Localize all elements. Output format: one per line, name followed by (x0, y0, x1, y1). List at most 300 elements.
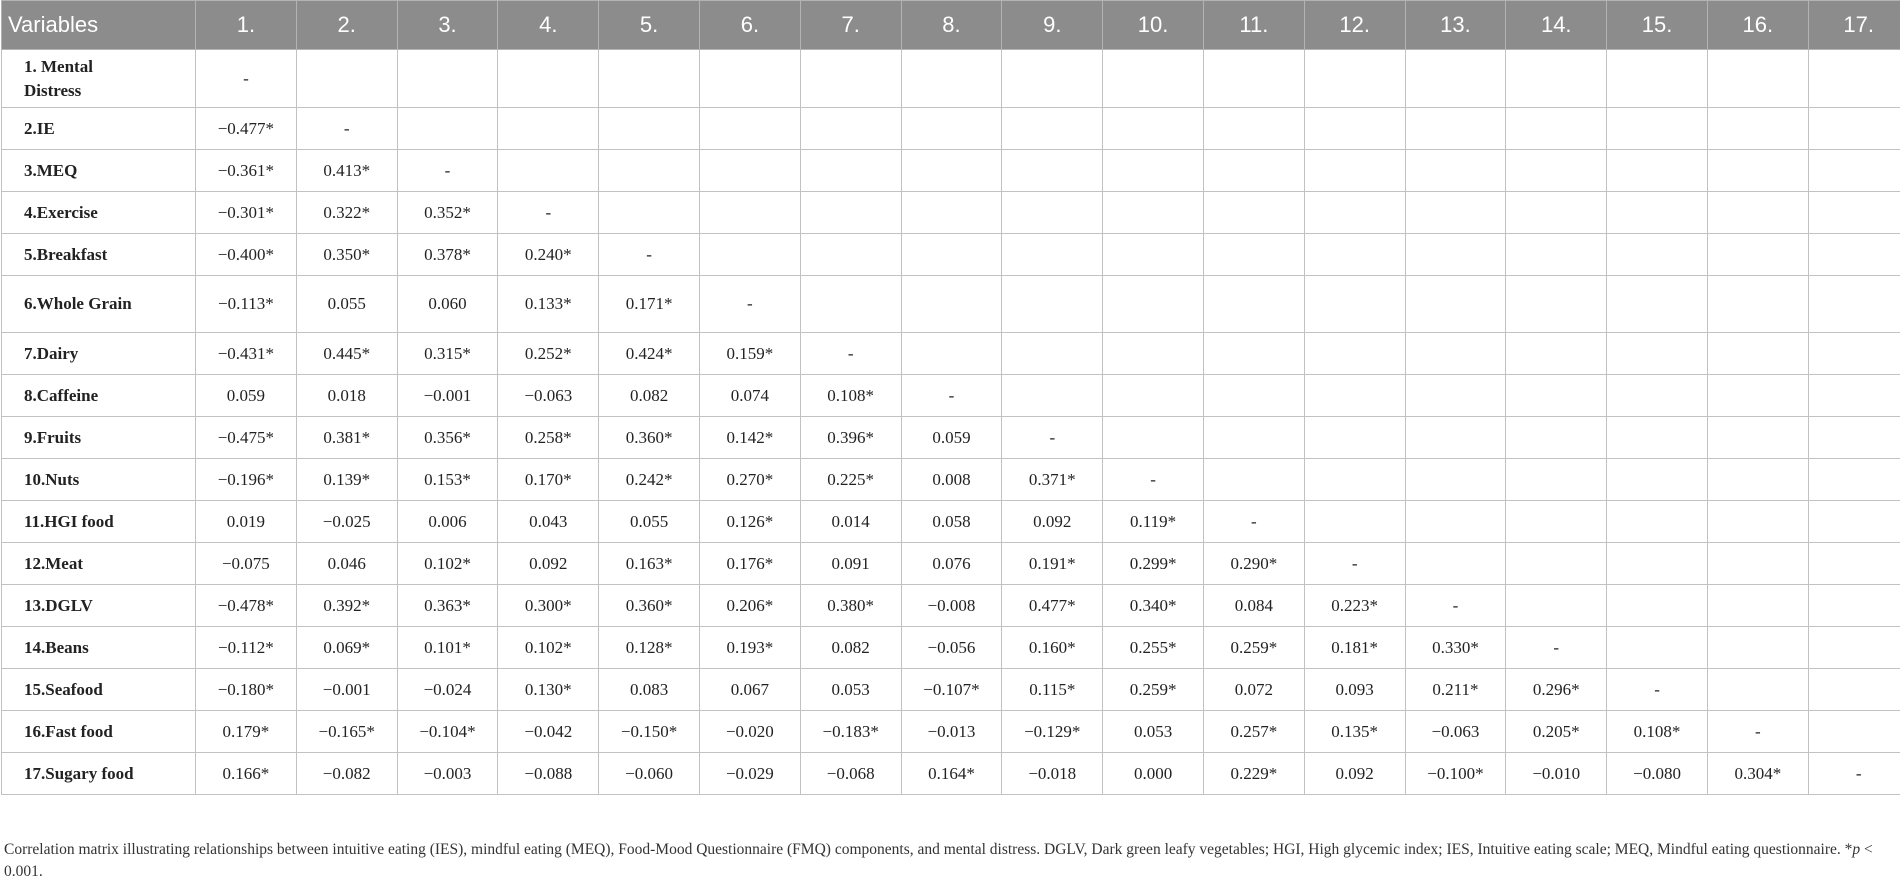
table-cell: 0.330* (1405, 627, 1506, 669)
table-cell (699, 234, 800, 276)
table-cell (800, 150, 901, 192)
table-cell: - (498, 192, 599, 234)
table-header-row (2, 1, 1900, 50)
table-cell (1808, 375, 1900, 417)
table-cell (901, 234, 1002, 276)
table-cell (1203, 234, 1304, 276)
table-row (2, 50, 1900, 108)
footnote-text: Correlation matrix illustrating relationships between intuitive eating (IES), mindful eating (MEQ), Food-Mood Questionnaire (FMQ) components, and mental distress. DGLV, Dark green leafy vegetables; HGI, High glycemic index; IES, Intuitive eating scale; MEQ, Mindful eating questionnaire. (4, 841, 1845, 858)
table-cell (1607, 417, 1708, 459)
table-cell: 0.240* (498, 234, 599, 276)
table-cell: 0.322* (296, 192, 397, 234)
table-cell (296, 50, 397, 108)
table-cell: 0.102* (397, 543, 498, 585)
table-cell (1707, 417, 1808, 459)
table-cell (1203, 192, 1304, 234)
footnote-sig-marker: * (1844, 841, 1853, 858)
table-cell (1506, 459, 1607, 501)
row-label: 15.Seafood (2, 669, 196, 711)
table-cell: −0.001 (397, 375, 498, 417)
table-cell: 0.153* (397, 459, 498, 501)
column-header-8: 8. (901, 1, 1002, 50)
table-cell: −0.107* (901, 669, 1002, 711)
table-cell: 0.014 (800, 501, 901, 543)
table-cell (1304, 150, 1405, 192)
table-cell (1103, 150, 1204, 192)
table-cell: 0.142* (699, 417, 800, 459)
table-cell: 0.159* (699, 333, 800, 375)
table-cell (1304, 417, 1405, 459)
table-cell (1405, 192, 1506, 234)
table-row (2, 543, 1900, 585)
table-cell: 0.211* (1405, 669, 1506, 711)
table-cell: 0.396* (800, 417, 901, 459)
table-cell (1506, 234, 1607, 276)
table-cell (1203, 150, 1304, 192)
table-cell: 0.108* (800, 375, 901, 417)
table-cell (1304, 333, 1405, 375)
table-row (2, 501, 1900, 543)
table-cell: −0.068 (800, 753, 901, 795)
table-cell: 0.193* (699, 627, 800, 669)
table-cell (599, 192, 700, 234)
table-cell (901, 150, 1002, 192)
table-cell (1607, 459, 1708, 501)
table-cell: 0.381* (296, 417, 397, 459)
table-cell: 0.059 (901, 417, 1002, 459)
table-cell: 0.082 (599, 375, 700, 417)
table-cell (1506, 150, 1607, 192)
table-cell: −0.001 (296, 669, 397, 711)
table-cell (1405, 417, 1506, 459)
table-cell: 0.074 (699, 375, 800, 417)
table-cell: - (800, 333, 901, 375)
table-cell: 0.252* (498, 333, 599, 375)
table-cell (800, 192, 901, 234)
table-row (2, 150, 1900, 192)
table-cell: 0.259* (1203, 627, 1304, 669)
table-cell: −0.477* (196, 108, 297, 150)
table-cell: 0.223* (1304, 585, 1405, 627)
table-cell (1405, 50, 1506, 108)
table-cell (1405, 333, 1506, 375)
table-cell: - (901, 375, 1002, 417)
table-cell: −0.013 (901, 711, 1002, 753)
table-cell (1707, 192, 1808, 234)
table-cell (901, 276, 1002, 333)
table-cell (1506, 543, 1607, 585)
column-header-variables: Variables (2, 1, 196, 50)
table-cell: 0.340* (1103, 585, 1204, 627)
table-cell: −0.042 (498, 711, 599, 753)
table-cell: 0.270* (699, 459, 800, 501)
table-cell (397, 108, 498, 150)
table-cell: 0.082 (800, 627, 901, 669)
table-cell: −0.060 (599, 753, 700, 795)
column-header-15: 15. (1607, 1, 1708, 50)
footnote-p-symbol: p (1852, 841, 1861, 858)
column-header-14: 14. (1506, 1, 1607, 50)
table-cell (699, 192, 800, 234)
table-footnote (4, 839, 1894, 883)
table-cell (1808, 627, 1900, 669)
table-cell: - (599, 234, 700, 276)
table-cell (1808, 459, 1900, 501)
table-cell (1707, 627, 1808, 669)
row-label: 4.Exercise (2, 192, 196, 234)
table-cell: −0.104* (397, 711, 498, 753)
table-cell: −0.029 (699, 753, 800, 795)
column-header-13: 13. (1405, 1, 1506, 50)
table-cell: 0.058 (901, 501, 1002, 543)
table-cell: 0.424* (599, 333, 700, 375)
table-cell: −0.301* (196, 192, 297, 234)
table-cell: −0.063 (498, 375, 599, 417)
table-cell (1607, 234, 1708, 276)
table-cell: −0.129* (1002, 711, 1103, 753)
column-header-7: 7. (800, 1, 901, 50)
table-cell: 0.053 (1103, 711, 1204, 753)
table-cell: 0.170* (498, 459, 599, 501)
table-cell (1203, 375, 1304, 417)
table-cell: 0.164* (901, 753, 1002, 795)
table-cell: 0.053 (800, 669, 901, 711)
table-cell: 0.392* (296, 585, 397, 627)
table-cell: 0.257* (1203, 711, 1304, 753)
column-header-6: 6. (699, 1, 800, 50)
table-cell: −0.075 (196, 543, 297, 585)
table-cell: 0.360* (599, 585, 700, 627)
table-cell (1707, 50, 1808, 108)
table-cell (1002, 276, 1103, 333)
table-cell: - (1707, 711, 1808, 753)
table-cell: 0.413* (296, 150, 397, 192)
table-cell: 0.352* (397, 192, 498, 234)
table-cell: 0.046 (296, 543, 397, 585)
table-cell (901, 50, 1002, 108)
table-cell: −0.010 (1506, 753, 1607, 795)
table-cell (1506, 192, 1607, 234)
table-cell: 0.315* (397, 333, 498, 375)
table-row (2, 753, 1900, 795)
table-cell (800, 276, 901, 333)
table-cell: 0.255* (1103, 627, 1204, 669)
table-cell (1607, 276, 1708, 333)
table-cell: 0.171* (599, 276, 700, 333)
table-cell: 0.115* (1002, 669, 1103, 711)
table-row (2, 459, 1900, 501)
table-cell: - (1203, 501, 1304, 543)
table-cell (1506, 50, 1607, 108)
table-cell (1607, 150, 1708, 192)
table-cell: - (1607, 669, 1708, 711)
table-cell (1002, 50, 1103, 108)
table-cell (1707, 375, 1808, 417)
table-cell: 0.477* (1002, 585, 1103, 627)
table-cell (1203, 276, 1304, 333)
table-cell: - (296, 108, 397, 150)
table-cell: 0.160* (1002, 627, 1103, 669)
table-cell (1203, 459, 1304, 501)
table-cell (1808, 50, 1900, 108)
table-row (2, 234, 1900, 276)
table-cell (1304, 459, 1405, 501)
table-cell: 0.139* (296, 459, 397, 501)
table-row (2, 669, 1900, 711)
table-cell (1607, 50, 1708, 108)
table-cell: 0.055 (296, 276, 397, 333)
table-cell (1203, 333, 1304, 375)
row-label: 7.Dairy (2, 333, 196, 375)
table-cell: 0.018 (296, 375, 397, 417)
table-cell: −0.088 (498, 753, 599, 795)
table-cell: - (397, 150, 498, 192)
table-cell: −0.478* (196, 585, 297, 627)
table-row (2, 276, 1900, 333)
table-cell (1002, 375, 1103, 417)
table-cell: 0.135* (1304, 711, 1405, 753)
table-cell: 0.084 (1203, 585, 1304, 627)
table-cell (1304, 375, 1405, 417)
table-cell (1304, 108, 1405, 150)
table-cell: 0.304* (1707, 753, 1808, 795)
table-cell (1304, 234, 1405, 276)
correlation-table (1, 0, 1900, 795)
table-cell (1506, 501, 1607, 543)
table-row (2, 192, 1900, 234)
table-body (2, 50, 1900, 795)
table-cell: 0.179* (196, 711, 297, 753)
row-label: 14.Beans (2, 627, 196, 669)
table-cell (498, 108, 599, 150)
table-cell (1506, 417, 1607, 459)
table-cell: 0.055 (599, 501, 700, 543)
table-cell: 0.371* (1002, 459, 1103, 501)
table-cell: - (1304, 543, 1405, 585)
table-cell: 0.072 (1203, 669, 1304, 711)
column-header-17: 17. (1808, 1, 1900, 50)
table-cell (1607, 333, 1708, 375)
table-cell (1707, 543, 1808, 585)
table-cell (1707, 333, 1808, 375)
table-cell (599, 50, 700, 108)
row-label: 8.Caffeine (2, 375, 196, 417)
row-label: 16.Fast food (2, 711, 196, 753)
table-cell: −0.082 (296, 753, 397, 795)
table-cell: −0.018 (1002, 753, 1103, 795)
table-cell: 0.093 (1304, 669, 1405, 711)
table-cell (1405, 108, 1506, 150)
table-cell (1808, 669, 1900, 711)
table-cell: 0.258* (498, 417, 599, 459)
column-header-3: 3. (397, 1, 498, 50)
table-cell (1707, 276, 1808, 333)
table-cell: - (1506, 627, 1607, 669)
table-cell (699, 150, 800, 192)
table-cell (1506, 108, 1607, 150)
table-cell (1103, 276, 1204, 333)
row-label: 6.Whole Grain (2, 276, 196, 333)
table-cell (1405, 543, 1506, 585)
table-cell (1405, 375, 1506, 417)
table-cell: −0.165* (296, 711, 397, 753)
table-cell (599, 108, 700, 150)
row-label: 11.HGI food (2, 501, 196, 543)
table-cell: 0.380* (800, 585, 901, 627)
column-header-11: 11. (1203, 1, 1304, 50)
table-cell: 0.091 (800, 543, 901, 585)
table-cell (1707, 585, 1808, 627)
table-cell (1103, 234, 1204, 276)
table-cell: - (699, 276, 800, 333)
table-cell: 0.092 (1002, 501, 1103, 543)
table-cell (1103, 192, 1204, 234)
table-cell (1203, 50, 1304, 108)
column-header-9: 9. (1002, 1, 1103, 50)
column-header-4: 4. (498, 1, 599, 50)
table-cell (1506, 333, 1607, 375)
table-cell: −0.475* (196, 417, 297, 459)
row-label: 10.Nuts (2, 459, 196, 501)
table-cell (1808, 543, 1900, 585)
table-cell (1607, 627, 1708, 669)
table-cell (1405, 150, 1506, 192)
table-cell (1808, 333, 1900, 375)
table-cell (1103, 375, 1204, 417)
table-cell: 0.092 (498, 543, 599, 585)
table-cell: −0.056 (901, 627, 1002, 669)
table-row (2, 417, 1900, 459)
table-cell: 0.445* (296, 333, 397, 375)
table-cell (1304, 276, 1405, 333)
table-cell (1707, 459, 1808, 501)
table-cell (1304, 501, 1405, 543)
table-cell (1103, 333, 1204, 375)
table-cell: 0.019 (196, 501, 297, 543)
table-cell: 0.296* (1506, 669, 1607, 711)
table-row (2, 711, 1900, 753)
table-cell: −0.100* (1405, 753, 1506, 795)
table-cell (800, 234, 901, 276)
table-cell: 0.363* (397, 585, 498, 627)
table-cell: 0.059 (196, 375, 297, 417)
table-cell: −0.020 (699, 711, 800, 753)
table-cell: 0.069* (296, 627, 397, 669)
table-cell: −0.361* (196, 150, 297, 192)
table-cell: 0.126* (699, 501, 800, 543)
column-header-2: 2. (296, 1, 397, 50)
table-cell: 0.043 (498, 501, 599, 543)
table-cell: −0.431* (196, 333, 297, 375)
table-cell (1607, 543, 1708, 585)
table-cell: −0.008 (901, 585, 1002, 627)
table-cell (1405, 501, 1506, 543)
table-cell (498, 150, 599, 192)
row-label: 1. Mental Distress (2, 50, 196, 108)
table-cell (1103, 108, 1204, 150)
table-cell: 0.176* (699, 543, 800, 585)
table-cell: 0.290* (1203, 543, 1304, 585)
table-cell (1707, 108, 1808, 150)
table-cell: −0.150* (599, 711, 700, 753)
table-cell: 0.119* (1103, 501, 1204, 543)
table-cell: −0.196* (196, 459, 297, 501)
table-cell (1405, 276, 1506, 333)
table-cell: −0.063 (1405, 711, 1506, 753)
table-cell (1808, 192, 1900, 234)
table-cell: −0.025 (296, 501, 397, 543)
table-cell (800, 50, 901, 108)
table-cell: 0.076 (901, 543, 1002, 585)
table-cell (1506, 585, 1607, 627)
table-cell (1405, 234, 1506, 276)
table-cell: 0.092 (1304, 753, 1405, 795)
table-cell: 0.083 (599, 669, 700, 711)
table-cell: 0.101* (397, 627, 498, 669)
table-cell (1808, 585, 1900, 627)
table-cell (1607, 375, 1708, 417)
table-cell (599, 150, 700, 192)
table-cell (1607, 501, 1708, 543)
table-cell: 0.356* (397, 417, 498, 459)
column-header-12: 12. (1304, 1, 1405, 50)
table-cell (1103, 50, 1204, 108)
table-cell: −0.183* (800, 711, 901, 753)
table-cell: −0.112* (196, 627, 297, 669)
table-cell: 0.060 (397, 276, 498, 333)
table-cell (1707, 150, 1808, 192)
table-cell (901, 192, 1002, 234)
table-cell (1607, 192, 1708, 234)
table-cell: - (1103, 459, 1204, 501)
row-label: 3.MEQ (2, 150, 196, 192)
table-cell: 0.225* (800, 459, 901, 501)
table-cell (1607, 108, 1708, 150)
table-cell (1808, 711, 1900, 753)
table-row (2, 627, 1900, 669)
column-header-5: 5. (599, 1, 700, 50)
table-cell (901, 333, 1002, 375)
table-cell: −0.113* (196, 276, 297, 333)
table-cell: 0.166* (196, 753, 297, 795)
table-cell: 0.229* (1203, 753, 1304, 795)
table-cell: 0.130* (498, 669, 599, 711)
table-cell (1808, 108, 1900, 150)
table-cell: 0.242* (599, 459, 700, 501)
table-row (2, 108, 1900, 150)
table-cell: −0.024 (397, 669, 498, 711)
table-cell: 0.360* (599, 417, 700, 459)
table-row (2, 375, 1900, 417)
table-cell (1002, 333, 1103, 375)
table-cell: 0.299* (1103, 543, 1204, 585)
table-cell: 0.008 (901, 459, 1002, 501)
row-label: 2.IE (2, 108, 196, 150)
table-cell: 0.378* (397, 234, 498, 276)
table-cell: 0.350* (296, 234, 397, 276)
table-cell: 0.102* (498, 627, 599, 669)
table-cell: 0.067 (699, 669, 800, 711)
table-cell: 0.205* (1506, 711, 1607, 753)
table-cell (1103, 417, 1204, 459)
table-cell: 0.300* (498, 585, 599, 627)
table-row (2, 585, 1900, 627)
table-cell (1203, 417, 1304, 459)
table-cell (1607, 585, 1708, 627)
table-cell (1002, 192, 1103, 234)
table-cell: 0.259* (1103, 669, 1204, 711)
table-cell: 0.133* (498, 276, 599, 333)
